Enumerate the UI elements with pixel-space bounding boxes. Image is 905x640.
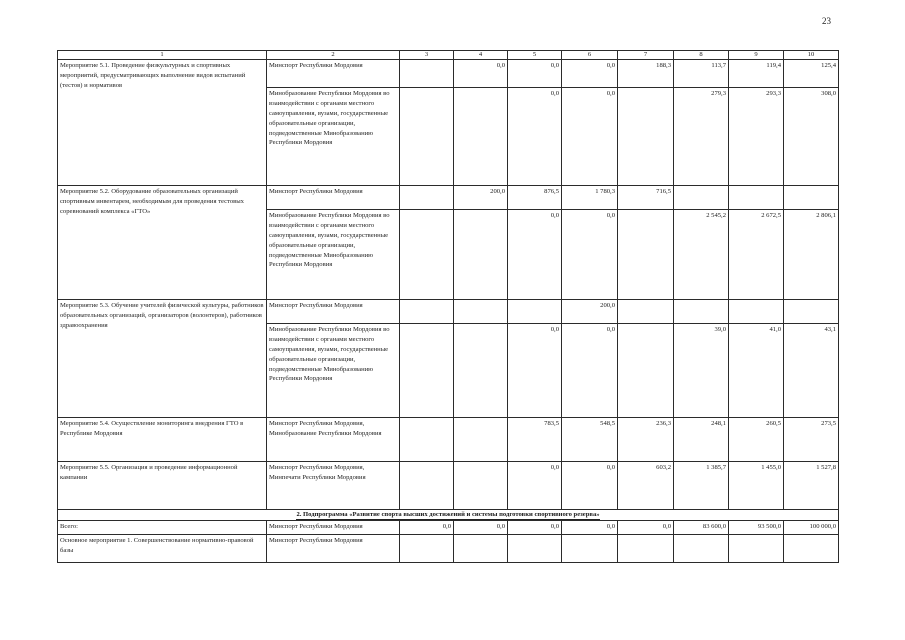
subprogram-title: 2. Подпрограмма «Развитие спорта высших достижений и системы подготовки спортивного резерва» [296,511,600,518]
value-cell [618,324,674,418]
value-cell [729,300,784,324]
value-cell: 1 780,3 [562,186,618,210]
value-cell [508,300,562,324]
value-cell: 2 672,5 [729,210,784,300]
value-cell: 0,0 [562,60,618,88]
value-cell [784,535,839,563]
value-cell: 93 500,0 [729,521,784,535]
table-row [58,462,839,510]
value-cell: 308,0 [784,88,839,186]
executor-cell: Минспорт Республики Мордовия [267,535,400,563]
table-row [58,535,839,563]
value-cell: 188,3 [618,60,674,88]
value-cell [508,535,562,563]
event-cell: Мероприятие 5.1. Проведение физкультурных и спортивных мероприятий, предусматривающих выполнение видов испытаний (тестов) и нормативов [58,60,267,186]
table-row [58,300,839,324]
value-cell [618,535,674,563]
value-cell: 279,3 [674,88,729,186]
value-cell: 0,0 [562,462,618,510]
header-cell: 3 [400,51,454,60]
value-cell: 0,0 [562,521,618,535]
value-cell: 0,0 [618,521,674,535]
value-cell: 0,0 [562,324,618,418]
value-cell: 0,0 [562,210,618,300]
value-cell: 43,1 [784,324,839,418]
value-cell: 0,0 [508,210,562,300]
executor-cell: Минспорт Республики Мордовия [267,521,400,535]
value-cell [400,88,454,186]
value-cell: 0,0 [562,88,618,186]
value-cell: 100 000,0 [784,521,839,535]
value-cell: 248,1 [674,418,729,462]
table-row [58,418,839,462]
value-cell: 0,0 [454,521,508,535]
value-cell: 716,5 [618,186,674,210]
value-cell [400,324,454,418]
executor-cell: Минспорт Республики Мордовия [267,300,400,324]
value-cell: 39,0 [674,324,729,418]
value-cell [784,300,839,324]
value-cell [454,210,508,300]
executor-cell: Минспорт Республики Мордовия, Минпечати Республики Мордовия [267,462,400,510]
value-cell [454,324,508,418]
value-cell: 548,5 [562,418,618,462]
page-number: 23 [822,16,831,26]
event-cell: Мероприятие 5.5. Организация и проведение информационной кампании [58,462,267,510]
executor-cell: Минспорт Республики Мордовия, Минобразование Республики Мордовия [267,418,400,462]
value-cell [400,418,454,462]
value-cell: 119,4 [729,60,784,88]
value-cell [674,535,729,563]
table-row [58,186,839,210]
value-cell: 236,3 [618,418,674,462]
header-cell: 6 [562,51,618,60]
table-row [58,60,839,88]
value-cell: 200,0 [562,300,618,324]
event-cell: Основное мероприятие 1. Совершенствование нормативно-правовой базы [58,535,267,563]
value-cell [784,186,839,210]
value-cell: 1 527,8 [784,462,839,510]
value-cell [618,88,674,186]
header-cell: 1 [58,51,267,60]
value-cell [400,462,454,510]
value-cell: 83 600,0 [674,521,729,535]
value-cell: 0,0 [508,521,562,535]
subprogram-title-cell [58,510,839,521]
header-cell: 2 [267,51,400,60]
value-cell [618,210,674,300]
value-cell: 0,0 [508,88,562,186]
header-cell: 4 [454,51,508,60]
total-row [58,521,839,535]
value-cell: 2 806,1 [784,210,839,300]
value-cell: 113,7 [674,60,729,88]
header-cell: 7 [618,51,674,60]
value-cell: 0,0 [400,521,454,535]
subprogram-row [58,510,839,521]
value-cell [454,300,508,324]
value-cell [454,88,508,186]
value-cell: 603,2 [618,462,674,510]
value-cell: 125,4 [784,60,839,88]
value-cell [674,300,729,324]
budget-table [57,50,839,563]
value-cell [562,535,618,563]
value-cell [729,535,784,563]
value-cell: 1 455,0 [729,462,784,510]
value-cell: 41,0 [729,324,784,418]
value-cell: 0,0 [454,60,508,88]
header-cell: 9 [729,51,784,60]
value-cell: 0,0 [508,462,562,510]
value-cell [674,186,729,210]
header-cell: 5 [508,51,562,60]
executor-cell: Минобразование Республики Мордовия во взаимодействии с органами местного самоуправления, вузами, государственные образовательные организации, подведомственные Минобразованию Республики Мордовия [267,324,400,418]
value-cell: 0,0 [508,324,562,418]
value-cell: 293,3 [729,88,784,186]
value-cell [729,186,784,210]
executor-cell: Минобразование Республики Мордовия во взаимодействии с органами местного самоуправления, вузами, государственные образовательные организации, подведомственные Минобразованию Республики Мордовия [267,210,400,300]
value-cell: 2 545,2 [674,210,729,300]
value-cell: 783,5 [508,418,562,462]
value-cell [400,210,454,300]
value-cell: 0,0 [508,60,562,88]
value-cell: 273,5 [784,418,839,462]
value-cell [400,535,454,563]
value-cell [618,300,674,324]
header-cell: 8 [674,51,729,60]
event-cell: Мероприятие 5.2. Оборудование образовательных организаций спортивным инвентарем, необходимым для проведения тестовых соревнований комплекса «ГТО» [58,186,267,300]
header-row [58,51,839,60]
value-cell [454,535,508,563]
executor-cell: Минспорт Республики Мордовия [267,60,400,88]
value-cell: 260,5 [729,418,784,462]
value-cell [400,186,454,210]
executor-cell: Минспорт Республики Мордовия [267,186,400,210]
total-label: Всего: [58,521,267,535]
value-cell: 876,5 [508,186,562,210]
value-cell: 200,0 [454,186,508,210]
event-cell: Мероприятие 5.3. Обучение учителей физической культуры, работников образовательных организаций, организаторов (волонтеров), работников здравоохранения [58,300,267,418]
value-cell [400,300,454,324]
value-cell [454,418,508,462]
value-cell: 1 385,7 [674,462,729,510]
value-cell [454,462,508,510]
header-cell: 10 [784,51,839,60]
event-cell: Мероприятие 5.4. Осуществление мониторинга внедрения ГТО в Республике Мордовия [58,418,267,462]
executor-cell: Минобразование Республики Мордовия во взаимодействии с органами местного самоуправления, вузами, государственные образовательные организации, подведомственные Минобразованию Республики Мордовия [267,88,400,186]
value-cell [400,60,454,88]
